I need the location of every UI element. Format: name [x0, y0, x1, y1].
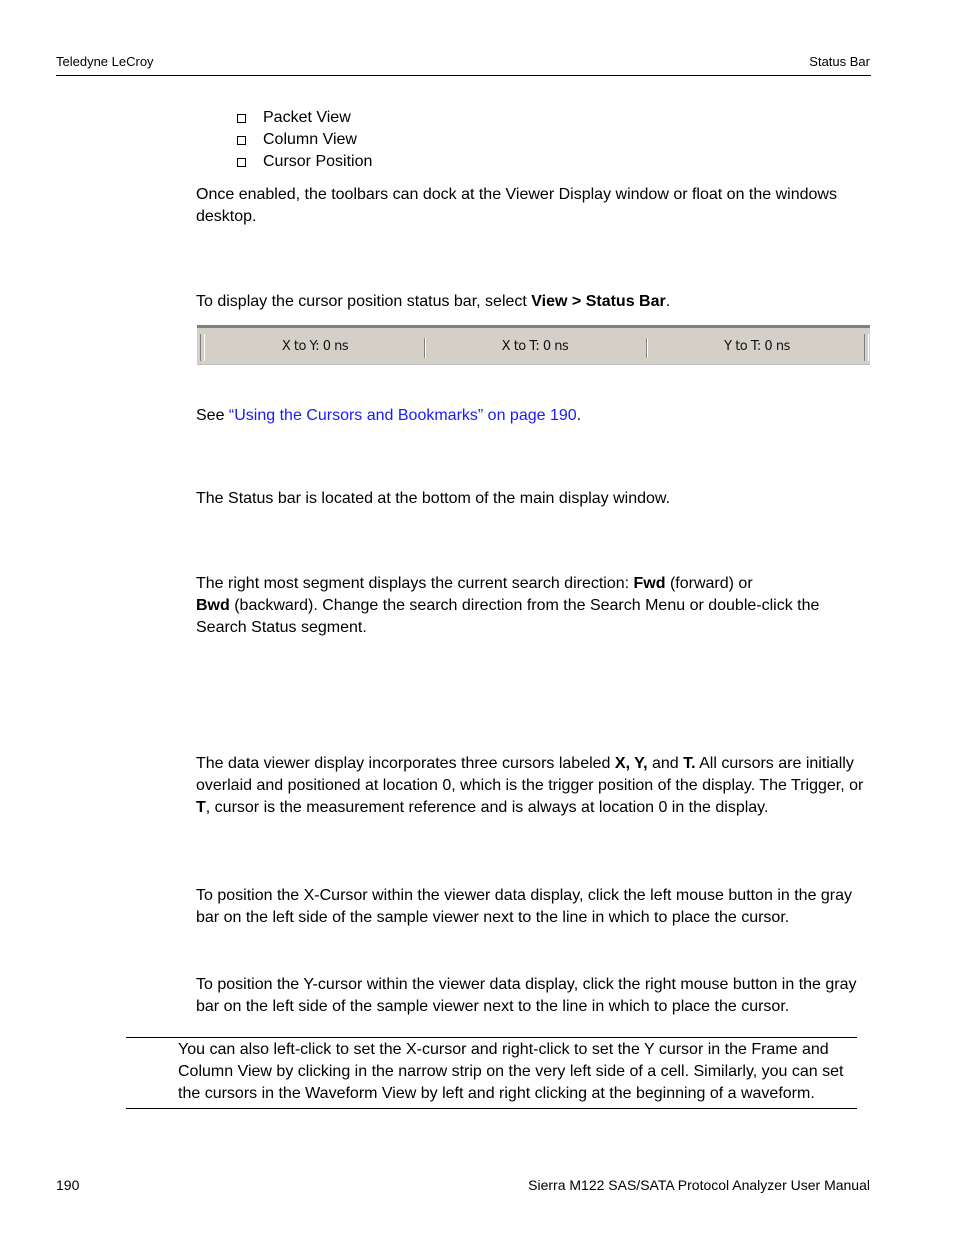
list-item-label: Cursor Position: [263, 153, 373, 170]
list-item-label: Packet View: [263, 109, 351, 126]
paragraph-cursors: [196, 753, 868, 819]
paragraph-status-location: The Status bar is located at the bottom of the main display window.: [196, 490, 671, 507]
status-segment-x-to-t: X to T: 0 ns: [501, 339, 569, 354]
status-separator: [646, 338, 648, 358]
paragraph-text: (backward). Change the search direction from the Search Menu or double-click the Search Status segment.: [196, 597, 820, 636]
cursor-status-bar: [197, 325, 870, 365]
header-rule: [56, 75, 871, 76]
status-separator: [424, 338, 426, 358]
header-company: Teledyne LeCroy: [56, 54, 154, 69]
note-text: You can also left-click to set the X-cursor and right-click to set the Y cursor in the Frame and Column View by clicking in the narrow strip on the very left side of a cell. Similarly, you can set the cursors in the Waveform View by left and right clicking at the beginning of a waveform.: [178, 1041, 844, 1102]
paragraph-text: See: [196, 407, 229, 424]
keyword-trigger: T: [196, 799, 206, 816]
keyword-cursor-t: T.: [683, 755, 696, 772]
paragraph-text: (forward) or: [665, 575, 753, 592]
paragraph-text: , cursor is the measurement reference and is always at location 0 in the display.: [205, 799, 769, 816]
keyword-fwd: Fwd: [633, 575, 666, 592]
paragraph-toolbars: Once enabled, the toolbars can dock at the Viewer Display window or float on the windows desktop.: [196, 186, 837, 225]
list-item: [237, 107, 372, 129]
status-bar-edge: [864, 334, 869, 361]
cursors-bookmarks-link[interactable]: “Using the Cursors and Bookmarks” on page 190: [228, 407, 577, 424]
toolbar-bullet-list: [237, 107, 372, 173]
keyword-bwd: Bwd: [196, 597, 230, 614]
keyword-cursors: X, Y,: [614, 755, 648, 772]
status-segment-x-to-y: X to Y: 0 ns: [281, 339, 349, 354]
paragraph-text: and: [647, 755, 684, 772]
paragraph-x-cursor: To position the X-Cursor within the viewer data display, click the left mouse button in the gray bar on the left side of the sample viewer next to the line in which to place the cursor.: [196, 887, 853, 926]
checkbox-bullet-icon: [237, 136, 246, 145]
paragraph-text: .: [665, 293, 671, 310]
paragraph-cursor-status: [196, 291, 868, 313]
paragraph-text: To display the cursor position status bar, select: [196, 293, 532, 310]
paragraph-text: The right most segment displays the current search direction:: [196, 575, 634, 592]
list-item-label: Column View: [263, 131, 357, 148]
note-top-rule: [126, 1037, 857, 1038]
list-item: [237, 129, 372, 151]
paragraph-see: [196, 405, 868, 427]
footer-page-number: 190: [56, 1177, 80, 1193]
menu-path: View > Status Bar: [531, 293, 666, 310]
paragraph-y-cursor: To position the Y-cursor within the viewer data display, click the right mouse button in the gray bar on the left side of the sample viewer next to the line in which to place the cursor.: [196, 976, 857, 1015]
status-segment-y-to-t: Y to T: 0 ns: [724, 339, 790, 354]
paragraph-search-direction: [196, 573, 868, 639]
paragraph-text: All cursors are initially overlaid and positioned at location 0, which is the trigger position of the display. The Trigger, or: [196, 755, 864, 794]
note-bottom-rule: [126, 1108, 857, 1109]
header-section-title: Status Bar: [809, 54, 870, 69]
checkbox-bullet-icon: [237, 114, 246, 123]
paragraph-text: .: [576, 407, 582, 424]
paragraph-text: The data viewer display incorporates three cursors labeled: [196, 755, 615, 772]
footer-manual-title: Sierra M122 SAS/SATA Protocol Analyzer User Manual: [528, 1177, 870, 1193]
status-bar-grip: [200, 334, 205, 361]
list-item: [237, 151, 372, 173]
checkbox-bullet-icon: [237, 158, 246, 167]
